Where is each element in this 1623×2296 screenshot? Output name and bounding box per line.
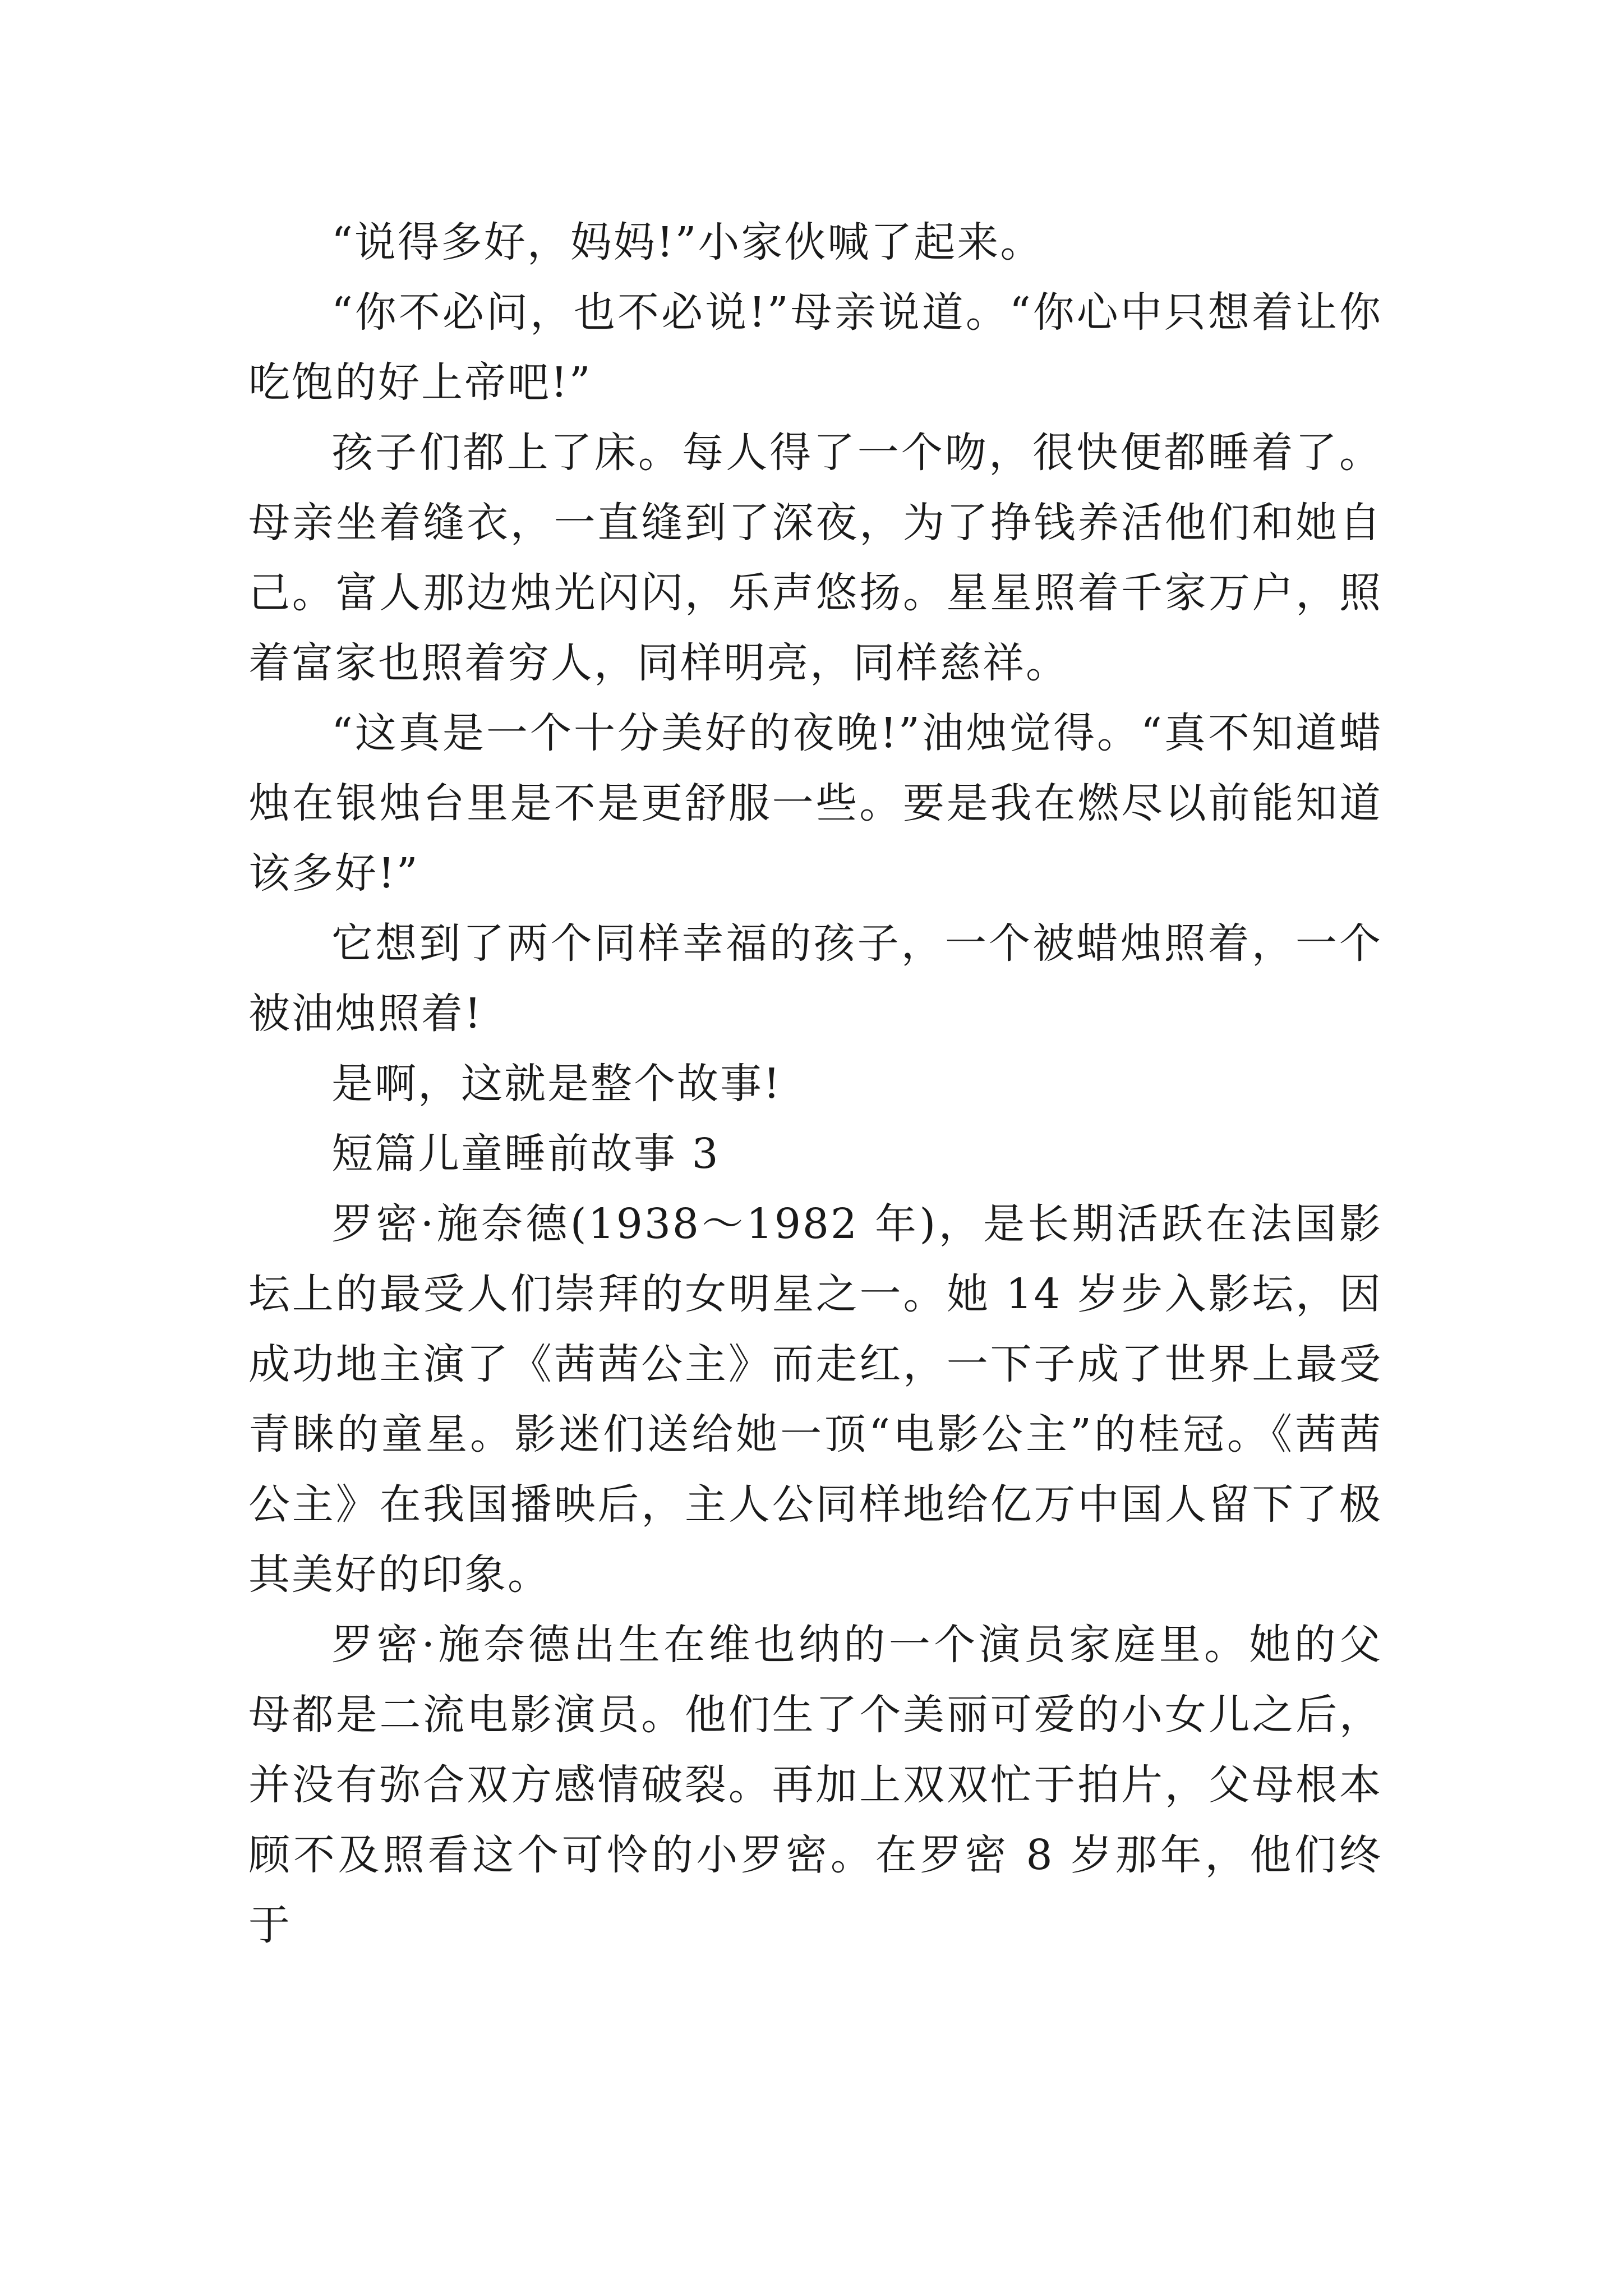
document-body [248, 208, 1382, 1961]
paragraph-6: 是啊，这就是整个故事! [331, 1060, 782, 1108]
paragraph-4: “这真是一个十分美好的夜晚!”油烛觉得。“真不知道蜡烛在银烛台里是不是更舒服一些。要是我在燃尽以前能知道该多好!” [248, 709, 1382, 898]
section-heading: 短篇儿童睡前故事 3 [331, 1130, 720, 1178]
paragraph-3: 孩子们都上了床。每人得了一个吻，很快便都睡着了。母亲坐着缝衣，一直缝到了深夜，为了挣钱养活他们和她自己。富人那边烛光闪闪，乐声悠扬。星星照着千家万户，照着富家也照着穷人，同样明亮，同样慈祥。 [248, 429, 1382, 687]
paragraph-8: 罗密·施奈德出生在维也纳的一个演员家庭里。她的父母都是二流电影演员。他们生了个美丽可爱的小女儿之后，并没有弥合双方感情破裂。再加上双双忙于拍片，父母根本顾不及照看这个可怜的小罗密。在罗密 8 岁那年，他们终于 [248, 1621, 1382, 1949]
paragraph-5: 它想到了两个同样幸福的孩子，一个被蜡烛照着，一个被油烛照着! [248, 919, 1382, 1038]
paragraph-2: “你不必问，也不必说!”母亲说道。“你心中只想着让你吃饱的好上帝吧!” [248, 288, 1382, 407]
paragraph-7: 罗密·施奈德(1938～1982 年)，是长期活跃在法国影坛上的最受人们崇拜的女明星之一。她 14 岁步入影坛，因成功地主演了《茜茜公主》而走红，一下子成了世界上最受青睐的童星。影迷们送给她一顶“电影公主”的桂冠。《茜茜公主》在我国播映后，主人公同样地给亿万中国人留下了极其美好的印象。 [248, 1200, 1382, 1599]
paragraph-1: “说得多好，妈妈!”小家伙喊了起来。 [331, 218, 1044, 266]
